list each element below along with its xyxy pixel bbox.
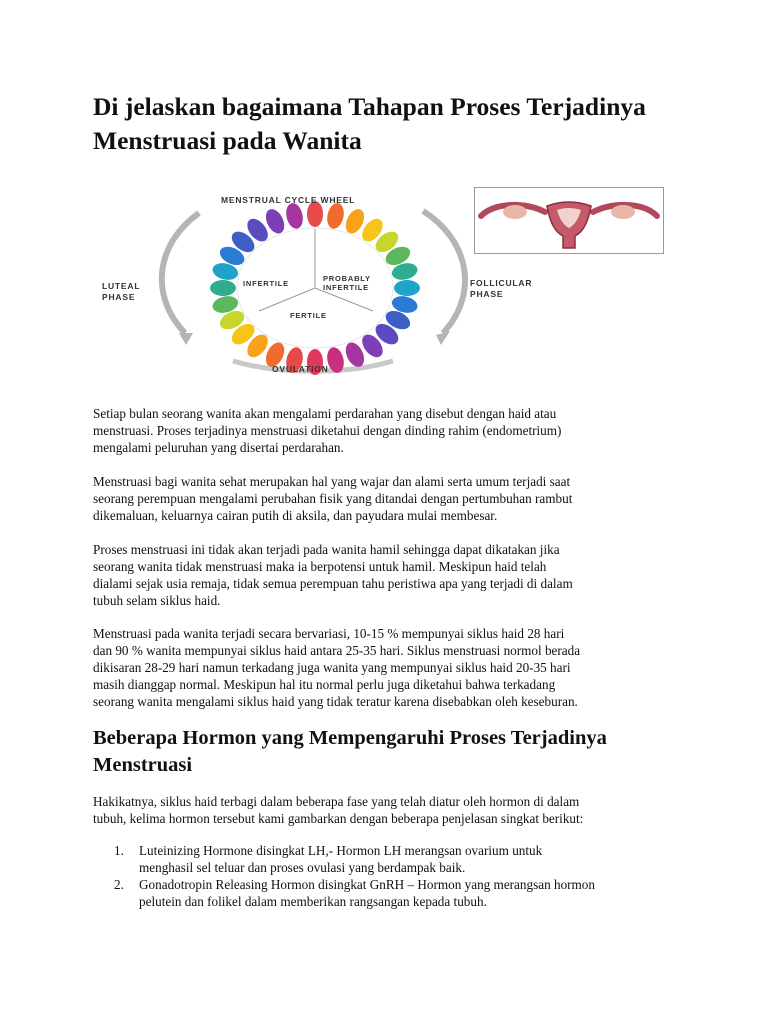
section-heading: Beberapa Hormon yang Mempengaruhi Proses Terjadinya Menstruasi	[93, 727, 607, 776]
uterus-illustration	[474, 187, 664, 254]
cycle-petal	[284, 201, 305, 230]
probably-label-1: PROBABLY	[323, 274, 371, 283]
wheel-title: MENSTRUAL CYCLE WHEEL	[221, 195, 356, 205]
uterus-icon	[475, 188, 663, 253]
list-item: 2. Gonadotropin Releasing Hormon disingkat GnRH – Hormon yang merangsan hormon pelutein dan folikel dalam memberikan rangsangan kepada tubuh.	[114, 877, 595, 909]
page-title: Di jelaskan bagaimana Tahapan Proses Terjadinya Menstruasi pada Wanita	[93, 92, 646, 155]
follicular-phase-label-2: PHASE	[470, 289, 504, 299]
paragraph-1: Setiap bulan seorang wanita akan mengalami perdarahan yang disebut dengan haid atau menstruasi. Proses terjadinya menstruasi diketahui dengan dinding rahim (endometrium) mengalami peluruhan yang disertai perdarahan.	[93, 406, 562, 455]
cycle-petal	[325, 201, 346, 230]
intro-paragraph: Hakikatnya, siklus haid terbagi dalam beberapa fase yang telah diatur oleh hormon di dalam tubuh, kelima hormon tersebut kami gambarkan dengan beberapa penjelasan singkat berikut:	[93, 794, 584, 826]
ovulation-label: OVULATION	[272, 364, 329, 374]
fertile-label: FERTILE	[290, 311, 327, 320]
hormone-list	[93, 842, 693, 910]
luteal-phase-label-1: LUTEAL	[102, 281, 141, 291]
paragraph-4: Menstruasi pada wanita terjadi secara bervariasi, 10-15 % mempunyai siklus haid 28 hari dan 90 % wanita mempunyai siklus haid antara 25-35 hari. Siklus menstruasi normol berada dikisaran 28-29 hari namun terkadang juga wanita yang mempunyai siklus haid 20-35 hari masih dianggap normal. Meskipun hal itu normal perlu juga diketahui bahwa terkadang seorang wanita mengalami siklus haid yang tidak teratur karena disebabkan oleh keseburan.	[93, 626, 581, 709]
paragraph-2: Menstruasi bagi wanita sehat merupakan hal yang wajar dan alami serta umum terjadi saat seorang perempuan mengalami perubahan fisik yang ditandai dengan pertumbuhan rambut dikemaluan, keluarnya cairan putih di aksila, dan payudara mulai membesar.	[93, 474, 573, 523]
list-item: 1. Luteinizing Hormone disingkat LH,- Hormon LH merangsan ovarium untuk menghasil sel teluar dan proses ovulasi yang berdampak baik.	[114, 843, 543, 875]
cycle-petal	[210, 280, 236, 296]
follicular-phase-label-1: FOLLICULAR	[470, 278, 533, 288]
infertile-label: INFERTILE	[243, 279, 289, 288]
probably-label-2: INFERTILE	[323, 283, 369, 292]
paragraph-3: Proses menstruasi ini tidak akan terjadi pada wanita hamil sehingga dapat dikatakan jika seorang wanita tidak menstruasi maka ia berpotensi untuk hamil. Meskipun haid telah dialami sejak usia remaja, tidak semua perempuan tahu peristiwa apa yang terjadi di dalam tubuh selam siklus haid.	[93, 542, 573, 608]
luteal-phase-label-2: PHASE	[102, 292, 136, 302]
cycle-petal	[394, 280, 420, 296]
